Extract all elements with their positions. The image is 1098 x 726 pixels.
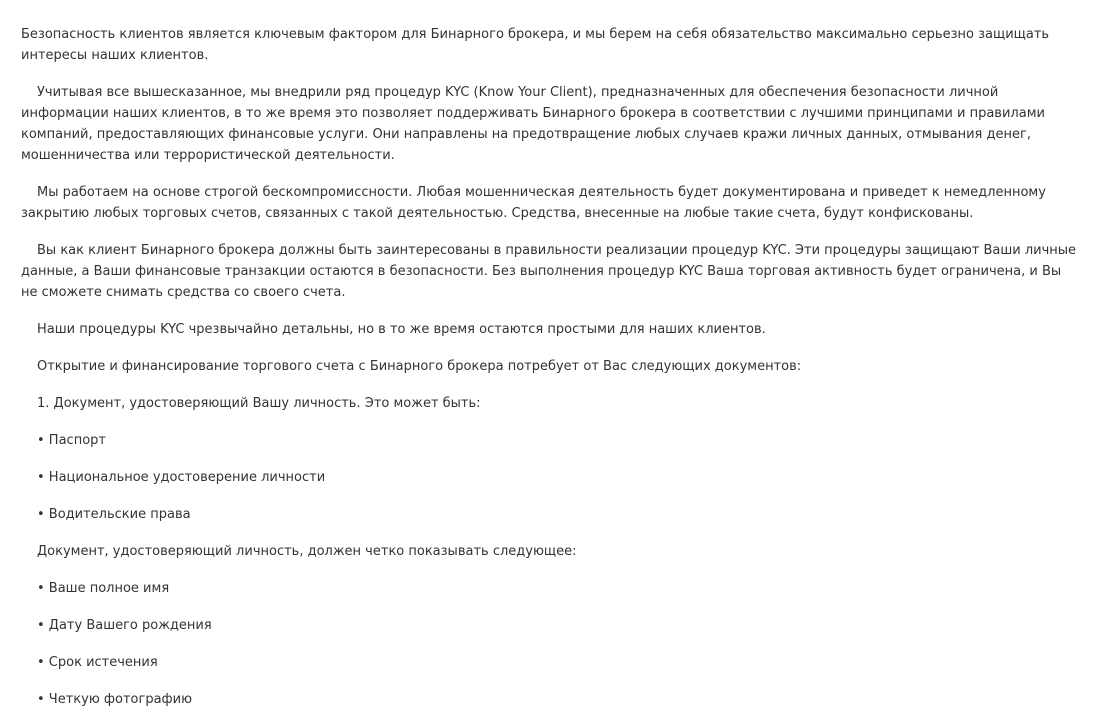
identity-document-heading: 1. Документ, удостоверяющий Вашу личность. Это может быть: [37,396,481,411]
client-interest-paragraph: Вы как клиент Бинарного брокера должны быть заинтересованы в правильности реализации процедур KYC. Эти процедуры защищают Ваши личные данные, а Ваши финансовые транзакции остаются в безопасности. Без выполнения процедур KYC Ваша торговая активность будет ограничена, и Вы не сможете снимать средства со своего счета. [21,243,1077,300]
list-item-drivers-license: • Водительские права [37,507,191,522]
procedures-detail-line: Наши процедуры KYC чрезвычайно детальны, но в то же время остаются простыми для наших клиентов. [37,322,766,337]
kyc-procedures-paragraph: Учитывая все вышесказанное, мы внедрили ряд процедур KYC (Know Your Client), предназначенных для обеспечения безопасности личной информации наших клиентов, в то же время это позволяет поддерживать Бинарного брокера в соответствии с лучшими принципами и правилами компаний, предоставляющих финансовые услуги. Они направлены на предотвращение любых случаев кражи личных данных, отмывания денег, мошенничества или террористической деятельности. [21,85,1045,163]
list-item-full-name: • Ваше полное имя [37,581,170,596]
list-item-passport: • Паспорт [37,433,106,448]
identity-requirements-heading: Документ, удостоверяющий личность, должен четко показывать следующее: [37,544,577,559]
strict-policy-paragraph: Мы работаем на основе строгой бескомпромиссности. Любая мошенническая деятельность будет документирована и приведет к немедленному закрытию любых торговых счетов, связанных с такой деятельностью. Средства, внесенные на любые такие счета, будут конфискованы. [21,185,1046,221]
list-item-national-id: • Национальное удостоверение личности [37,470,326,485]
intro-paragraph: Безопасность клиентов является ключевым фактором для Бинарного брокера, и мы берем на себя обязательство максимально серьезно защищать интересы наших клиентов. [21,27,1050,63]
list-item-birth-date: • Дату Вашего рождения [37,618,212,633]
kyc-document [21,24,1079,726]
documents-required-line: Открытие и финансирование торгового счета с Бинарного брокера потребует от Вас следующих документов: [37,359,802,374]
list-item-clear-photo: • Четкую фотографию [37,692,193,707]
list-item-expiry-date: • Срок истечения [37,655,158,670]
